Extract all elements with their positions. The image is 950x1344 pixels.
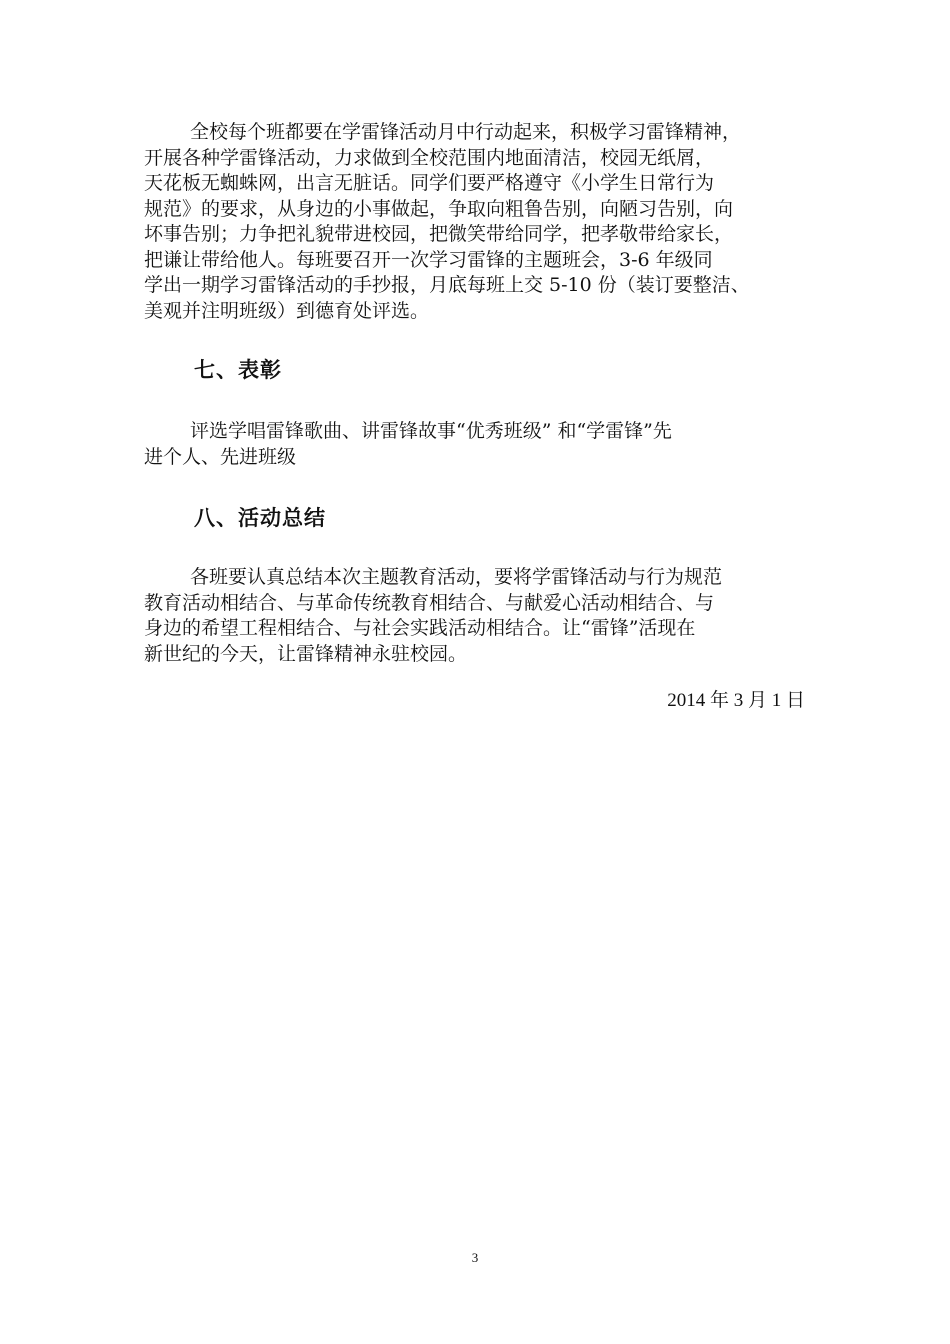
paragraph-line: 规范》的要求，从身边的小事做起，争取向粗鲁告别，向陋习告别，向: [144, 197, 734, 220]
page-number: 3: [471, 1250, 479, 1265]
section-heading-summary: 八、活动总结: [194, 506, 326, 530]
paragraph-line: 各班要认真总结本次主题教育活动，要将学雷锋活动与行为规范: [190, 566, 723, 588]
paragraph-line: 进个人、先进班级: [144, 445, 297, 468]
paragraph-line: 身边的希望工程相结合、与社会实践活动相结合。让“雷锋”活现在: [144, 617, 696, 639]
paragraph-line: 把谦让带给他人。每班要召开一次学习雷锋的主题班会，3-6 年级同: [144, 248, 713, 271]
paragraph-line: 美观并注明班级）到德育处评选。: [144, 299, 430, 322]
paragraph-line: 学出一期学习雷锋活动的手抄报，月底每班上交 5-10 份（装订要整洁、: [144, 274, 750, 296]
paragraph-line: 全校每个班都要在学雷锋活动月中行动起来，积极学习雷锋精神，: [190, 121, 742, 143]
document-date: 2014 年 3 月 1 日: [667, 690, 805, 711]
section-heading-commendation: 七、表彰: [194, 358, 282, 382]
paragraph-line: 开展各种学雷锋活动，力求做到全校范围内地面清洁，校园无纸屑，: [144, 146, 715, 169]
paragraph-line: 新世纪的今天，让雷锋精神永驻校园。: [144, 642, 468, 665]
paragraph-activity-requirements: [144, 120, 810, 324]
paragraph-summary: [144, 565, 810, 667]
paragraph-line: 教育活动相结合、与革命传统教育相结合、与献爱心活动相结合、与: [144, 591, 715, 614]
paragraph-line: 天花板无蜘蛛网，出言无脏话。同学们要严格遵守《小学生日常行为: [144, 172, 715, 194]
paragraph-line: 坏事告别；力争把礼貌带进校园，把微笑带给同学，把孝敬带给家长，: [144, 223, 734, 245]
paragraph-commendation: [144, 419, 810, 470]
paragraph-line: 评选学唱雷锋歌曲、讲雷锋故事“优秀班级” 和“学雷锋”先: [190, 420, 672, 442]
